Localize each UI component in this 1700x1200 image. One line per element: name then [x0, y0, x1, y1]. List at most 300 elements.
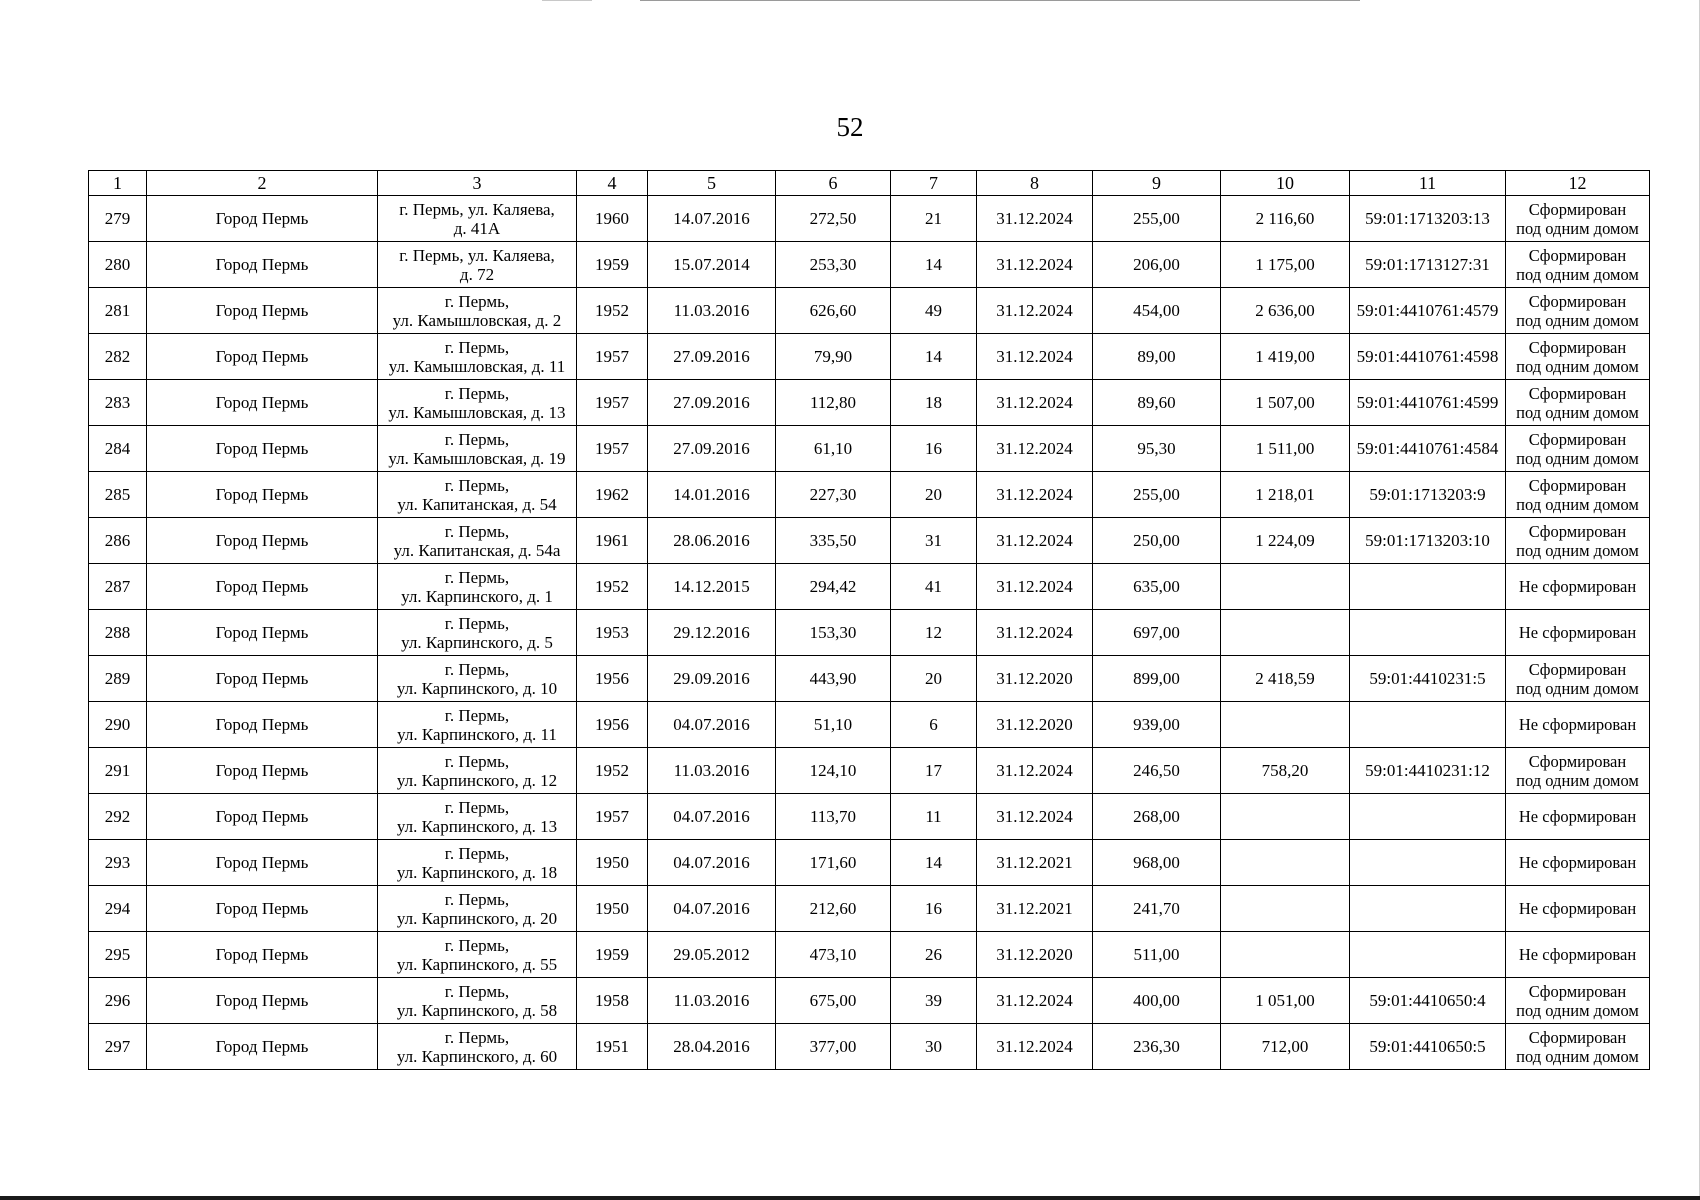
table-row	[89, 794, 1650, 840]
build-year: 1950	[577, 886, 648, 932]
address-line1: г. Пермь,	[444, 613, 510, 633]
build-year: 1950	[577, 840, 648, 886]
status-line1: Сформирован	[1528, 751, 1627, 771]
residents-cell: 11	[891, 794, 977, 840]
address	[378, 702, 577, 748]
build-year: 1956	[577, 702, 648, 748]
residents-cell: 6	[891, 702, 977, 748]
value9-cell: 899,00	[1093, 656, 1221, 702]
table-row	[89, 288, 1650, 334]
status-line1: Сформирован	[1528, 1027, 1627, 1047]
date-cell: 27.09.2016	[648, 334, 776, 380]
column-number-row	[89, 171, 1650, 196]
status-line1: Сформирован	[1528, 475, 1627, 495]
municipality: Город Пермь	[147, 564, 378, 610]
table-row	[89, 978, 1650, 1024]
column-header: 8	[977, 171, 1093, 196]
address-line1: г. Пермь,	[444, 1027, 510, 1047]
residents-cell: 20	[891, 656, 977, 702]
formation-status	[1506, 610, 1650, 656]
row-number: 288	[89, 610, 147, 656]
status-line2: под одним домом	[1516, 218, 1639, 238]
value10-cell	[1221, 932, 1350, 978]
address-line1: г. Пермь, ул. Каляева,	[399, 245, 555, 265]
residents-cell: 30	[891, 1024, 977, 1070]
value10-cell	[1221, 886, 1350, 932]
address-line1: г. Пермь,	[444, 843, 510, 863]
status-line2: под одним домом	[1516, 264, 1639, 284]
value9-cell: 206,00	[1093, 242, 1221, 288]
status-line2: под одним домом	[1516, 356, 1639, 376]
address-line2: ул. Карпинского, д. 11	[397, 724, 557, 744]
date-cell: 14.07.2016	[648, 196, 776, 242]
address-line1: г. Пермь,	[444, 475, 510, 495]
address-line1: г. Пермь,	[444, 935, 510, 955]
address-line2: ул. Карпинского, д. 5	[401, 632, 553, 652]
status-line2: под одним домом	[1516, 540, 1639, 560]
column-header: 3	[378, 171, 577, 196]
address-line2: ул. Капитанская, д. 54	[397, 494, 557, 514]
value9-cell: 241,70	[1093, 886, 1221, 932]
address-line1: г. Пермь,	[444, 797, 510, 817]
row-number: 283	[89, 380, 147, 426]
build-year: 1951	[577, 1024, 648, 1070]
date-cell: 29.09.2016	[648, 656, 776, 702]
build-year: 1953	[577, 610, 648, 656]
page-number: 52	[836, 112, 864, 142]
cadastral-number: 59:01:4410650:5	[1350, 1024, 1506, 1070]
area-cell: 212,60	[776, 886, 891, 932]
date-cell: 14.12.2015	[648, 564, 776, 610]
area-cell: 113,70	[776, 794, 891, 840]
municipality: Город Пермь	[147, 794, 378, 840]
formation-status	[1506, 380, 1650, 426]
formation-status	[1506, 334, 1650, 380]
date-cell: 04.07.2016	[648, 702, 776, 748]
date-cell: 04.07.2016	[648, 840, 776, 886]
row-number: 286	[89, 518, 147, 564]
address-line2: д. 72	[459, 264, 495, 284]
table-row	[89, 380, 1650, 426]
status-line2: под одним домом	[1516, 678, 1639, 698]
address	[378, 978, 577, 1024]
row-number: 282	[89, 334, 147, 380]
row-number: 289	[89, 656, 147, 702]
formation-status	[1506, 794, 1650, 840]
table-row	[89, 242, 1650, 288]
municipality: Город Пермь	[147, 840, 378, 886]
address	[378, 242, 577, 288]
row-number: 284	[89, 426, 147, 472]
value10-cell	[1221, 702, 1350, 748]
cadastral-number	[1350, 840, 1506, 886]
table-row	[89, 748, 1650, 794]
formation-status	[1506, 1024, 1650, 1070]
address-line1: г. Пермь,	[444, 337, 510, 357]
date-cell: 04.07.2016	[648, 794, 776, 840]
formation-status	[1506, 932, 1650, 978]
address	[378, 472, 577, 518]
row-number: 279	[89, 196, 147, 242]
status-line2: под одним домом	[1516, 494, 1639, 514]
status-line2: под одним домом	[1516, 310, 1639, 330]
deadline-cell: 31.12.2024	[977, 472, 1093, 518]
value10-cell: 1 507,00	[1221, 380, 1350, 426]
value9-cell: 95,30	[1093, 426, 1221, 472]
residents-cell: 20	[891, 472, 977, 518]
address-line1: г. Пермь,	[444, 751, 510, 771]
address-line1: г. Пермь,	[444, 429, 510, 449]
row-number: 291	[89, 748, 147, 794]
value10-cell	[1221, 564, 1350, 610]
status-line1: Не сформирован	[1518, 899, 1637, 918]
cadastral-number: 59:01:1713127:31	[1350, 242, 1506, 288]
column-header: 11	[1350, 171, 1506, 196]
deadline-cell: 31.12.2024	[977, 242, 1093, 288]
area-cell: 171,60	[776, 840, 891, 886]
residents-cell: 21	[891, 196, 977, 242]
area-cell: 51,10	[776, 702, 891, 748]
address	[378, 794, 577, 840]
status-line1: Сформирован	[1528, 383, 1627, 403]
value10-cell: 758,20	[1221, 748, 1350, 794]
value9-cell: 89,60	[1093, 380, 1221, 426]
deadline-cell: 31.12.2021	[977, 886, 1093, 932]
date-cell: 11.03.2016	[648, 748, 776, 794]
area-cell: 675,00	[776, 978, 891, 1024]
value9-cell: 511,00	[1093, 932, 1221, 978]
municipality: Город Пермь	[147, 886, 378, 932]
municipality: Город Пермь	[147, 472, 378, 518]
column-header: 7	[891, 171, 977, 196]
deadline-cell: 31.12.2024	[977, 288, 1093, 334]
address-line2: д. 41А	[453, 218, 501, 238]
municipality: Город Пермь	[147, 426, 378, 472]
table-row	[89, 702, 1650, 748]
deadline-cell: 31.12.2024	[977, 196, 1093, 242]
build-year: 1956	[577, 656, 648, 702]
value9-cell: 697,00	[1093, 610, 1221, 656]
status-line1: Сформирован	[1528, 291, 1627, 311]
date-cell: 29.05.2012	[648, 932, 776, 978]
table-row	[89, 334, 1650, 380]
row-number: 290	[89, 702, 147, 748]
deadline-cell: 31.12.2024	[977, 1024, 1093, 1070]
formation-status	[1506, 426, 1650, 472]
formation-status	[1506, 656, 1650, 702]
address	[378, 840, 577, 886]
column-header: 4	[577, 171, 648, 196]
residents-cell: 31	[891, 518, 977, 564]
value9-cell: 255,00	[1093, 196, 1221, 242]
row-number: 287	[89, 564, 147, 610]
formation-status	[1506, 196, 1650, 242]
address	[378, 1024, 577, 1070]
build-year: 1958	[577, 978, 648, 1024]
value9-cell: 236,30	[1093, 1024, 1221, 1070]
address	[378, 334, 577, 380]
date-cell: 11.03.2016	[648, 978, 776, 1024]
build-year: 1961	[577, 518, 648, 564]
status-line2: под одним домом	[1516, 1046, 1639, 1066]
value9-cell: 400,00	[1093, 978, 1221, 1024]
table-row	[89, 886, 1650, 932]
municipality: Город Пермь	[147, 380, 378, 426]
status-line1: Сформирован	[1528, 245, 1627, 265]
cadastral-number: 59:01:1713203:10	[1350, 518, 1506, 564]
area-cell: 227,30	[776, 472, 891, 518]
address-line1: г. Пермь,	[444, 383, 510, 403]
housing-registry-table	[88, 170, 1650, 1070]
address	[378, 656, 577, 702]
address-line2: ул. Карпинского, д. 1	[401, 586, 553, 606]
cadastral-number	[1350, 886, 1506, 932]
build-year: 1957	[577, 794, 648, 840]
value10-cell	[1221, 610, 1350, 656]
cadastral-number: 59:01:4410650:4	[1350, 978, 1506, 1024]
value9-cell: 968,00	[1093, 840, 1221, 886]
table-row	[89, 656, 1650, 702]
value10-cell: 1 175,00	[1221, 242, 1350, 288]
address	[378, 288, 577, 334]
date-cell: 04.07.2016	[648, 886, 776, 932]
cadastral-number: 59:01:4410761:4579	[1350, 288, 1506, 334]
status-line1: Не сформирован	[1518, 853, 1637, 872]
residents-cell: 18	[891, 380, 977, 426]
residents-cell: 16	[891, 886, 977, 932]
residents-cell: 49	[891, 288, 977, 334]
row-number: 295	[89, 932, 147, 978]
residents-cell: 39	[891, 978, 977, 1024]
deadline-cell: 31.12.2024	[977, 794, 1093, 840]
area-cell: 79,90	[776, 334, 891, 380]
build-year: 1957	[577, 334, 648, 380]
table-row	[89, 472, 1650, 518]
cadastral-number: 59:01:4410761:4584	[1350, 426, 1506, 472]
build-year: 1962	[577, 472, 648, 518]
area-cell: 473,10	[776, 932, 891, 978]
cadastral-number: 59:01:4410761:4598	[1350, 334, 1506, 380]
build-year: 1952	[577, 564, 648, 610]
cadastral-number: 59:01:1713203:13	[1350, 196, 1506, 242]
cadastral-number	[1350, 702, 1506, 748]
area-cell: 124,10	[776, 748, 891, 794]
formation-status	[1506, 288, 1650, 334]
municipality: Город Пермь	[147, 196, 378, 242]
deadline-cell: 31.12.2020	[977, 656, 1093, 702]
area-cell: 294,42	[776, 564, 891, 610]
address-line1: г. Пермь,	[444, 705, 510, 725]
build-year: 1957	[577, 426, 648, 472]
value9-cell: 454,00	[1093, 288, 1221, 334]
build-year: 1957	[577, 380, 648, 426]
value10-cell: 2 418,59	[1221, 656, 1350, 702]
table-row	[89, 196, 1650, 242]
date-cell: 27.09.2016	[648, 426, 776, 472]
residents-cell: 12	[891, 610, 977, 656]
value9-cell: 635,00	[1093, 564, 1221, 610]
value10-cell: 712,00	[1221, 1024, 1350, 1070]
table-row	[89, 610, 1650, 656]
address-line1: г. Пермь,	[444, 521, 510, 541]
status-line2: под одним домом	[1516, 770, 1639, 790]
municipality: Город Пермь	[147, 656, 378, 702]
value9-cell: 246,50	[1093, 748, 1221, 794]
deadline-cell: 31.12.2024	[977, 334, 1093, 380]
build-year: 1959	[577, 932, 648, 978]
row-number: 297	[89, 1024, 147, 1070]
address-line1: г. Пермь,	[444, 659, 510, 679]
row-number: 294	[89, 886, 147, 932]
build-year: 1960	[577, 196, 648, 242]
date-cell: 11.03.2016	[648, 288, 776, 334]
status-line1: Не сформирован	[1518, 577, 1637, 596]
address-line1: г. Пермь,	[444, 889, 510, 909]
address-line2: ул. Камышловская, д. 2	[392, 310, 562, 330]
area-cell: 253,30	[776, 242, 891, 288]
municipality: Город Пермь	[147, 702, 378, 748]
formation-status	[1506, 564, 1650, 610]
cadastral-number	[1350, 794, 1506, 840]
row-number: 296	[89, 978, 147, 1024]
table-row	[89, 932, 1650, 978]
table-row	[89, 840, 1650, 886]
municipality: Город Пермь	[147, 334, 378, 380]
municipality: Город Пермь	[147, 242, 378, 288]
cadastral-number: 59:01:4410761:4599	[1350, 380, 1506, 426]
column-header: 9	[1093, 171, 1221, 196]
address	[378, 564, 577, 610]
build-year: 1959	[577, 242, 648, 288]
column-header: 10	[1221, 171, 1350, 196]
row-number: 293	[89, 840, 147, 886]
status-line1: Сформирован	[1528, 337, 1627, 357]
scan-top-line	[640, 0, 1360, 1]
column-header: 2	[147, 171, 378, 196]
status-line1: Сформирован	[1528, 429, 1627, 449]
cadastral-number	[1350, 610, 1506, 656]
address-line2: ул. Камышловская, д. 19	[388, 448, 566, 468]
row-number: 292	[89, 794, 147, 840]
status-line2: под одним домом	[1516, 1000, 1639, 1020]
address	[378, 518, 577, 564]
municipality: Город Пермь	[147, 288, 378, 334]
deadline-cell: 31.12.2024	[977, 978, 1093, 1024]
column-header: 6	[776, 171, 891, 196]
area-cell: 272,50	[776, 196, 891, 242]
address-line1: г. Пермь,	[444, 981, 510, 1001]
address	[378, 610, 577, 656]
cadastral-number: 59:01:1713203:9	[1350, 472, 1506, 518]
address-line1: г. Пермь,	[444, 291, 510, 311]
area-cell: 61,10	[776, 426, 891, 472]
date-cell: 27.09.2016	[648, 380, 776, 426]
status-line1: Сформирован	[1528, 659, 1627, 679]
cadastral-number: 59:01:4410231:12	[1350, 748, 1506, 794]
formation-status	[1506, 748, 1650, 794]
address-line2: ул. Карпинского, д. 13	[396, 816, 558, 836]
residents-cell: 14	[891, 840, 977, 886]
address-line1: г. Пермь, ул. Каляева,	[399, 199, 555, 219]
value10-cell: 2 116,60	[1221, 196, 1350, 242]
address-line2: ул. Карпинского, д. 55	[396, 954, 558, 974]
address	[378, 196, 577, 242]
residents-cell: 26	[891, 932, 977, 978]
formation-status	[1506, 472, 1650, 518]
municipality: Город Пермь	[147, 978, 378, 1024]
cadastral-number	[1350, 564, 1506, 610]
formation-status	[1506, 518, 1650, 564]
scan-top-line-short	[542, 0, 592, 1]
build-year: 1952	[577, 288, 648, 334]
deadline-cell: 31.12.2024	[977, 518, 1093, 564]
row-number: 280	[89, 242, 147, 288]
residents-cell: 14	[891, 334, 977, 380]
address-line2: ул. Камышловская, д. 13	[388, 402, 566, 422]
status-line1: Не сформирован	[1518, 623, 1637, 642]
deadline-cell: 31.12.2021	[977, 840, 1093, 886]
value9-cell: 255,00	[1093, 472, 1221, 518]
build-year: 1952	[577, 748, 648, 794]
row-number: 285	[89, 472, 147, 518]
value9-cell: 268,00	[1093, 794, 1221, 840]
address	[378, 426, 577, 472]
address	[378, 748, 577, 794]
formation-status	[1506, 702, 1650, 748]
area-cell: 443,90	[776, 656, 891, 702]
value10-cell: 1 218,01	[1221, 472, 1350, 518]
area-cell: 377,00	[776, 1024, 891, 1070]
status-line1: Не сформирован	[1518, 945, 1637, 964]
area-cell: 112,80	[776, 380, 891, 426]
table-row	[89, 1024, 1650, 1070]
formation-status	[1506, 886, 1650, 932]
municipality: Город Пермь	[147, 610, 378, 656]
area-cell: 626,60	[776, 288, 891, 334]
address-line2: ул. Карпинского, д. 60	[396, 1046, 558, 1066]
date-cell: 28.06.2016	[648, 518, 776, 564]
address-line1: г. Пермь,	[444, 567, 510, 587]
deadline-cell: 31.12.2024	[977, 748, 1093, 794]
address	[378, 380, 577, 426]
value10-cell: 1 419,00	[1221, 334, 1350, 380]
formation-status	[1506, 242, 1650, 288]
value10-cell: 1 511,00	[1221, 426, 1350, 472]
cadastral-number: 59:01:4410231:5	[1350, 656, 1506, 702]
address-line2: ул. Камышловская, д. 11	[388, 356, 566, 376]
status-line2: под одним домом	[1516, 448, 1639, 468]
row-number: 281	[89, 288, 147, 334]
residents-cell: 14	[891, 242, 977, 288]
column-header: 12	[1506, 171, 1650, 196]
status-line1: Не сформирован	[1518, 715, 1637, 734]
status-line1: Не сформирован	[1518, 807, 1637, 826]
area-cell: 153,30	[776, 610, 891, 656]
status-line1: Сформирован	[1528, 521, 1627, 541]
residents-cell: 16	[891, 426, 977, 472]
value9-cell: 939,00	[1093, 702, 1221, 748]
date-cell: 29.12.2016	[648, 610, 776, 656]
address	[378, 932, 577, 978]
scan-bottom-edge	[0, 1196, 1700, 1200]
deadline-cell: 31.12.2024	[977, 564, 1093, 610]
deadline-cell: 31.12.2020	[977, 932, 1093, 978]
address-line2: ул. Карпинского, д. 20	[396, 908, 558, 928]
value10-cell: 1 224,09	[1221, 518, 1350, 564]
value9-cell: 89,00	[1093, 334, 1221, 380]
registry-body	[89, 196, 1650, 1070]
municipality: Город Пермь	[147, 748, 378, 794]
